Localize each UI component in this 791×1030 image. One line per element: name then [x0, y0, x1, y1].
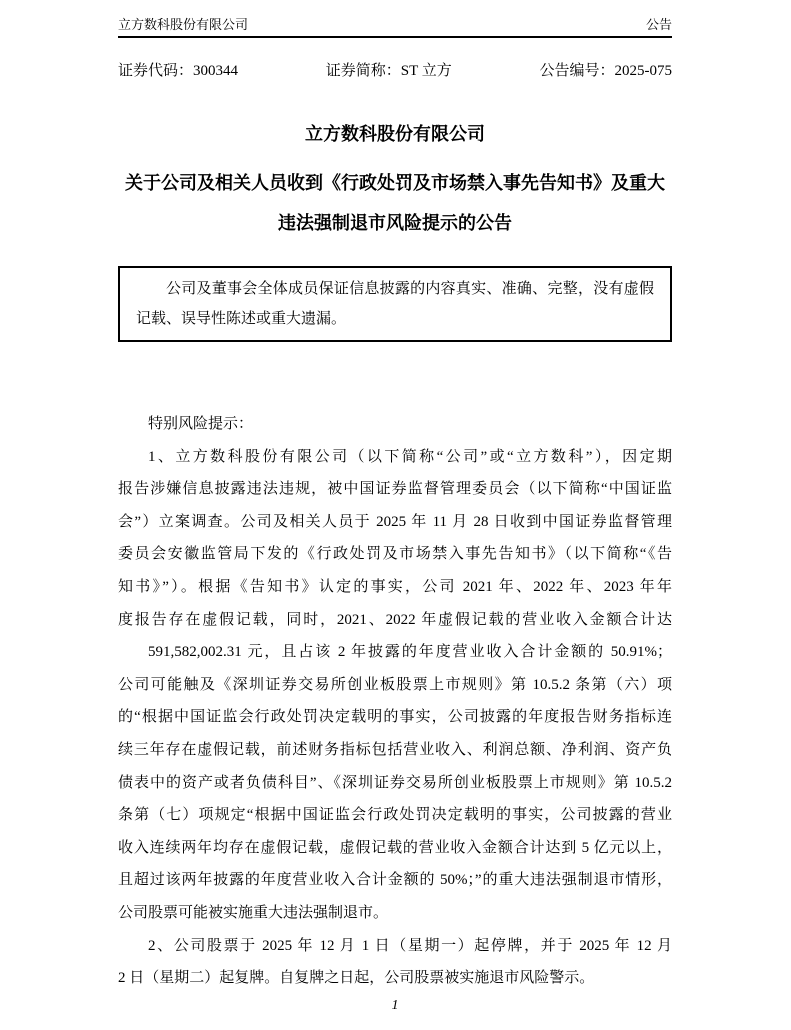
body-line: 2 日（星期二）起复牌。自复牌之日起，公司股票被实施退市风险警示。	[118, 970, 595, 987]
body-line: 债表中的资产或者负债科目”、《深圳证券交易所创业板股票上市规则》第 10.5.2	[118, 774, 672, 791]
header-doc-type: 公告	[645, 17, 672, 32]
header-company-name: 立方数科股份有限公司	[118, 17, 249, 32]
body-line: 续三年存在虚假记载，前述财务指标包括营业收入、利润总额、净利润、资产负	[118, 741, 672, 758]
body-line: 的“根据中国证监会行政处罚决定载明的事实，公司披露的年度报告财务指标连	[118, 709, 672, 726]
statement-line: 记载、误导性陈述或重大遗漏。	[136, 311, 347, 327]
document-header	[118, 14, 672, 38]
page-subtitle-line-2: 违法强制退市风险提示的公告	[278, 213, 512, 233]
body-line: 公司股票可能被实施重大违法强制退市。	[118, 904, 389, 921]
body-line: 收入连续两年均存在虚假记载，虚假记载的营业收入金额合计达到 5 亿元以上，	[118, 839, 672, 856]
stock-code: 证券代码：300344	[118, 63, 239, 79]
body-line: 2、公司股票于 2025 年 12 月 1 日（星期一）起停牌，并于 2025 年 12 月	[148, 937, 672, 954]
document-body	[118, 408, 672, 995]
body-line: 会”）立案调查。公司及相关人员于 2025 年 11 月 28 日收到中国证券监督管理	[118, 513, 672, 530]
body-line: 度报告存在虚假记载，同时，2021、2022 年虚假记载的营业收入金额合计达	[118, 611, 672, 628]
stock-short-name: 证券简称：ST 立方	[325, 63, 452, 79]
page-footer	[118, 995, 672, 1017]
body-line: 知书》”）。根据《告知书》认定的事实，公司 2021 年、2022 年、2023 年年	[118, 578, 672, 595]
body-line: 委员会安徽监管局下发的《行政处罚及市场禁入事先告知书》（以下简称“《告	[118, 546, 672, 563]
body-line: 1、立方数科股份有限公司（以下简称“公司”或“立方数科”），因定期	[148, 448, 672, 465]
body-line: 公司可能触及《深圳证券交易所创业板股票上市规则》第 10.5.2 条第（六）项	[118, 676, 672, 693]
page-title: 立方数科股份有限公司	[305, 124, 485, 144]
disclosure-statement-box	[118, 266, 672, 342]
securities-meta-row	[118, 59, 672, 80]
body-line: 条第（七）项规定“根据中国证监会行政处罚决定载明的事实，公司披露的营业	[118, 807, 672, 824]
page-number: 1	[391, 997, 399, 1013]
statement-line: 公司及董事会全体成员保证信息披露的内容真实、准确、完整，没有虚假	[166, 281, 654, 297]
announcement-number: 公告编号：2025-075	[539, 63, 672, 79]
body-line: 报告涉嫌信息披露违法违规，被中国证券监督管理委员会（以下简称“中国证监	[118, 481, 672, 498]
page-subtitle-line-1: 关于公司及相关人员收到《行政处罚及市场禁入事先告知书》及重大	[125, 173, 665, 193]
body-line: 591,582,002.31 元，且占该 2 年披露的年度营业收入合计金额的 50.91%；	[148, 644, 672, 661]
body-line: 且超过该两年披露的年度营业收入合计金额的 50%；”的重大违法强制退市情形，	[118, 872, 672, 889]
body-line: 特别风险提示：	[148, 416, 254, 432]
